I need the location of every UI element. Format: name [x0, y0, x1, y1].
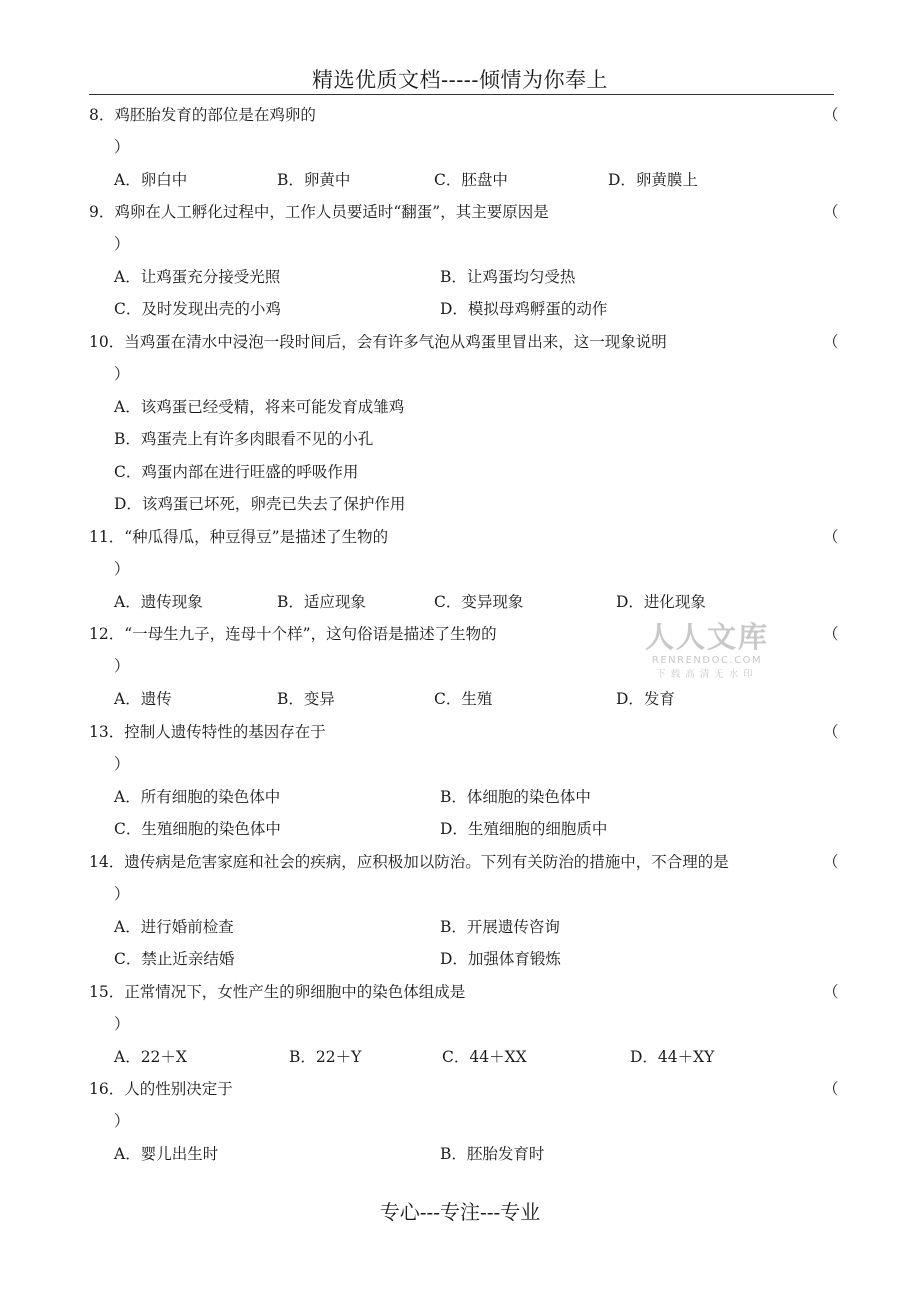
option-b: B．开展遗传咨询: [440, 918, 560, 936]
question-stem: 9．鸡卵在人工孵化过程中，工作人员要适时“翻蛋”，其主要原因是: [89, 203, 549, 221]
answer-paren-open: （: [823, 333, 839, 351]
answer-paren-open: （: [823, 723, 839, 741]
option-a: A．该鸡蛋已经受精，将来可能发育成雏鸡: [114, 398, 405, 416]
option-d: D．模拟母鸡孵蛋的动作: [440, 300, 608, 318]
answer-paren-open: （: [823, 528, 839, 546]
answer-paren-open: （: [823, 983, 839, 1001]
option-c: C．44＋XX: [442, 1048, 527, 1066]
question-stem: 16．人的性别决定于: [89, 1080, 233, 1098]
question-stem: 11．“种瓜得瓜，种豆得豆”是描述了生物的: [89, 528, 389, 546]
answer-paren-close: ）: [114, 1112, 130, 1130]
question-stem: 12．“一母生九子，连母十个样”，这句俗语是描述了生物的: [89, 625, 497, 643]
option-d: D．进化现象: [616, 593, 706, 611]
answer-paren-close: ）: [114, 365, 130, 383]
option-c: C．胚盘中: [434, 171, 508, 189]
option-c: C．及时发现出壳的小鸡: [114, 300, 281, 318]
option-d: D．该鸡蛋已坏死，卵壳已失去了保护作用: [114, 495, 406, 513]
answer-paren-close: ）: [114, 657, 130, 675]
option-c: C．生殖细胞的染色体中: [114, 820, 281, 838]
option-a: A．所有细胞的染色体中: [114, 788, 281, 806]
option-b: B．22＋Y: [289, 1048, 362, 1066]
answer-paren-close: ）: [114, 560, 130, 578]
option-c: C．禁止近亲结婚: [114, 950, 235, 968]
option-b: B．卵黄中: [277, 171, 351, 189]
answer-paren-open: （: [823, 625, 839, 643]
watermark-url: RENRENDOC.COM: [651, 655, 763, 666]
answer-paren-open: （: [823, 853, 839, 871]
option-a: A．22＋X: [114, 1048, 187, 1066]
option-a: A．进行婚前检查: [114, 918, 234, 936]
answer-paren-close: ）: [114, 235, 130, 253]
option-a: A．遗传现象: [114, 593, 203, 611]
question-stem: 13．控制人遗传特性的基因存在于: [89, 723, 326, 741]
option-b: B．变异: [277, 690, 335, 708]
question-stem: 10．当鸡蛋在清水中浸泡一段时间后，会有许多气泡从鸡蛋里冒出来，这一现象说明: [89, 333, 667, 351]
answer-paren-close: ）: [114, 1015, 130, 1033]
question-stem: 14．遗传病是危害家庭和社会的疾病，应积极加以防治。下列有关防治的措施中，不合理的是: [89, 853, 729, 871]
answer-paren-close: ）: [114, 755, 130, 773]
answer-paren-open: （: [823, 1080, 839, 1098]
header-divider: [89, 94, 834, 95]
page-header-title: 精选优质文档-----倾情为你奉上: [312, 68, 608, 92]
option-d: D．生殖细胞的细胞质中: [440, 820, 608, 838]
option-d: D．卵黄膜上: [608, 171, 698, 189]
option-d: D．加强体育锻炼: [440, 950, 561, 968]
option-d: D．发育: [616, 690, 675, 708]
option-a: A．卵白中: [114, 171, 188, 189]
option-c: C．生殖: [434, 690, 493, 708]
option-a: A．遗传: [114, 690, 172, 708]
question-stem: 8．鸡胚胎发育的部位是在鸡卵的: [89, 106, 316, 124]
page-footer: 专心---专注---专业: [379, 1200, 541, 1224]
answer-paren-open: （: [823, 203, 839, 221]
option-a: A．让鸡蛋充分接受光照: [114, 268, 281, 286]
option-b: B．鸡蛋壳上有许多肉眼看不见的小孔: [114, 430, 374, 448]
option-b: B．体细胞的染色体中: [440, 788, 591, 806]
answer-paren-close: ）: [114, 885, 130, 903]
option-c: C．变异现象: [434, 593, 524, 611]
watermark-logo-text: 人人文库: [644, 620, 769, 654]
watermark-logo: [644, 620, 770, 682]
watermark-slogan: 下载高清无水印: [656, 669, 758, 680]
answer-paren-open: （: [823, 106, 839, 124]
option-a: A．婴儿出生时: [114, 1145, 219, 1163]
option-b: B．让鸡蛋均匀受热: [440, 268, 576, 286]
answer-paren-close: ）: [114, 138, 130, 156]
question-stem: 15．正常情况下，女性产生的卵细胞中的染色体组成是: [89, 983, 466, 1001]
option-b: B．适应现象: [277, 593, 366, 611]
option-b: B．胚胎发育时: [440, 1145, 545, 1163]
option-d: D．44＋XY: [630, 1048, 715, 1066]
option-c: C．鸡蛋内部在进行旺盛的呼吸作用: [114, 463, 359, 481]
